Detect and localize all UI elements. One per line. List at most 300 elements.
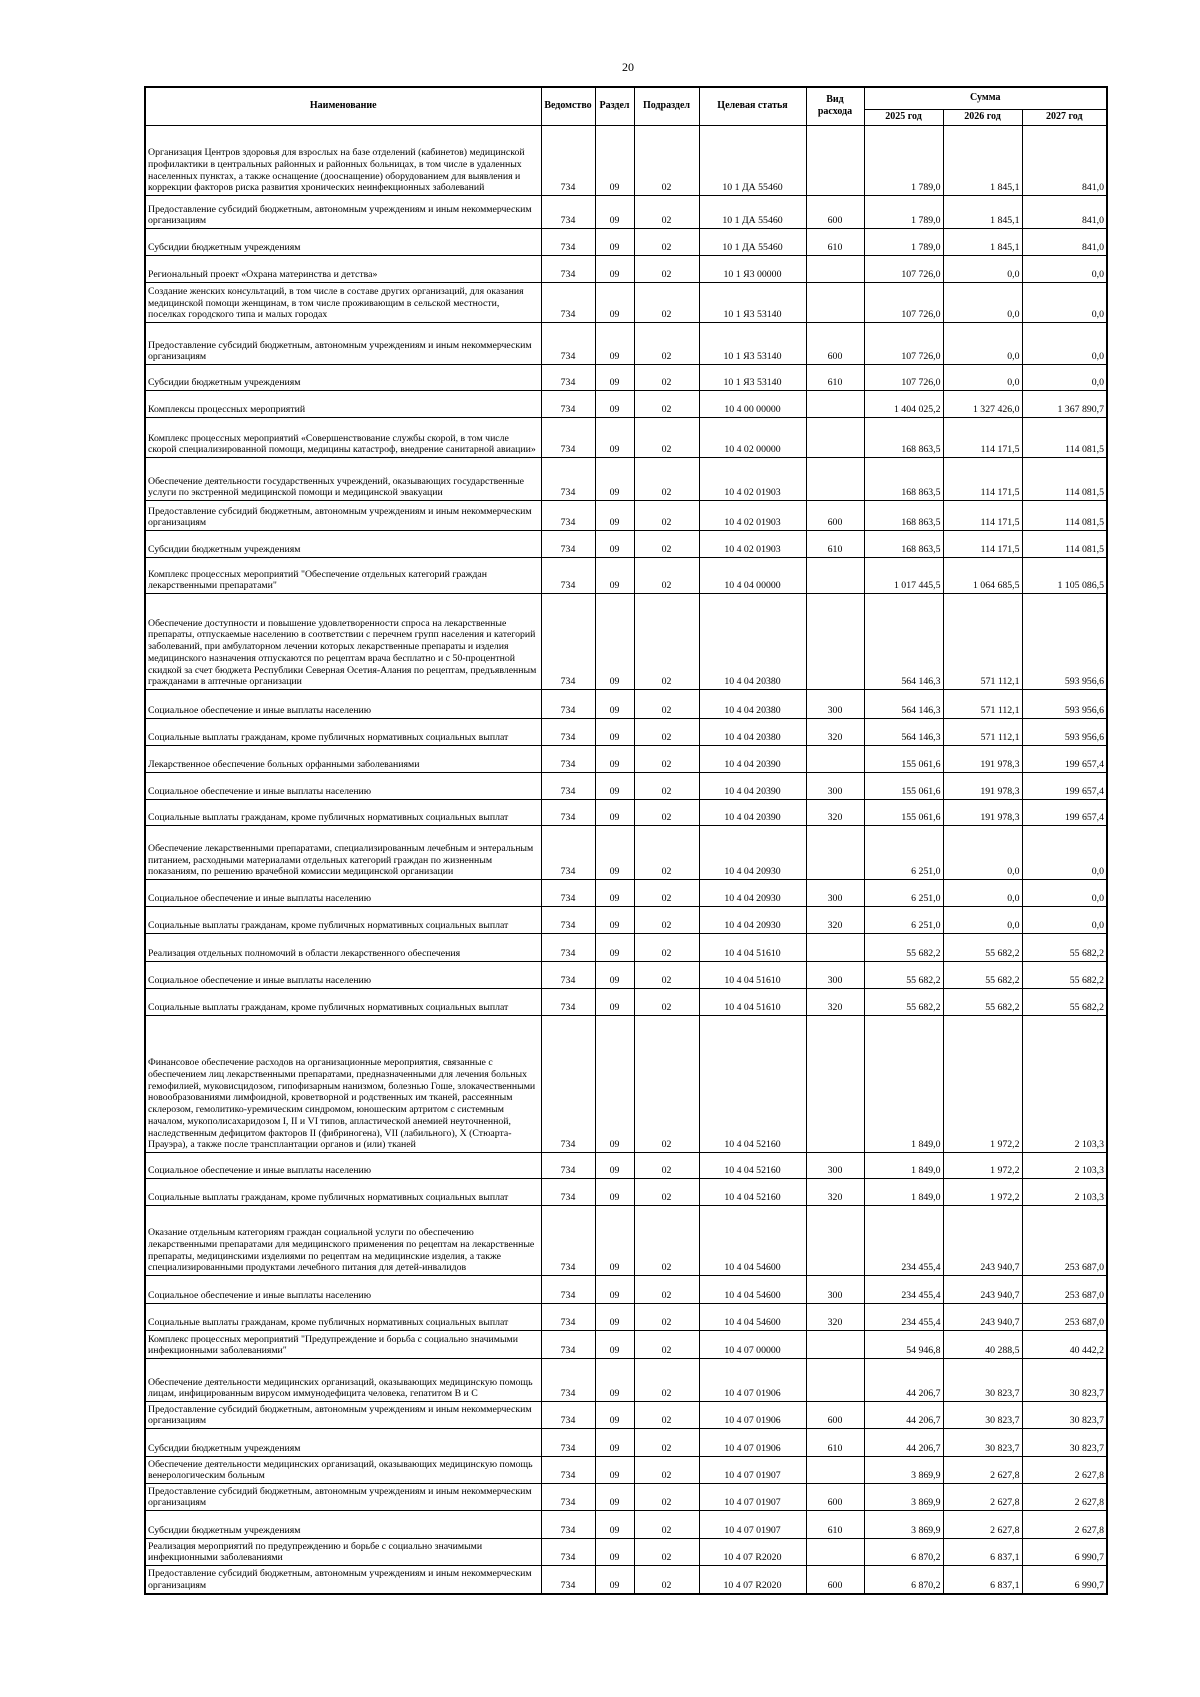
row-sum-2027: 6 990,7 — [1022, 1539, 1107, 1566]
table-row — [145, 458, 1107, 501]
row-name: Региональный проект «Охрана материнства и детства» — [145, 256, 541, 283]
row-sum-2026: 114 171,5 — [943, 458, 1022, 501]
row-name: Социальные выплаты гражданам, кроме публичных нормативных социальных выплат — [145, 907, 541, 934]
row-section: 09 — [595, 1276, 634, 1304]
row-sum-2026: 0,0 — [943, 907, 1022, 934]
row-section: 09 — [595, 1566, 634, 1594]
row-sum-2027: 253 687,0 — [1022, 1206, 1107, 1276]
row-target: 10 4 02 01903 — [699, 501, 806, 531]
row-sum-2025: 6 870,2 — [864, 1539, 943, 1566]
row-target: 10 4 04 54600 — [699, 1276, 806, 1304]
row-name: Комплекс процессных мероприятий «Совершенствование службы скорой, в том числе скорой специализированной помощи, медицины катастроф, внедрение санитарной авиации» — [145, 418, 541, 458]
row-sum-2027: 55 682,2 — [1022, 962, 1107, 989]
row-section: 09 — [595, 1016, 634, 1153]
row-subsection: 02 — [634, 418, 699, 458]
row-dept: 734 — [541, 962, 595, 989]
row-dept: 734 — [541, 934, 595, 962]
row-target: 10 4 04 20930 — [699, 880, 806, 907]
row-sum-2026: 571 112,1 — [943, 690, 1022, 719]
row-name: Социальное обеспечение и иные выплаты населению — [145, 1276, 541, 1304]
row-name: Социальное обеспечение и иные выплаты населению — [145, 880, 541, 907]
row-sum-2026: 243 940,7 — [943, 1304, 1022, 1331]
row-target: 10 1 ДА 55460 — [699, 196, 806, 229]
row-sum-2027: 199 657,4 — [1022, 773, 1107, 800]
row-subsection: 02 — [634, 1429, 699, 1457]
row-subsection: 02 — [634, 1457, 699, 1484]
row-sum-2026: 30 823,7 — [943, 1402, 1022, 1429]
row-target: 10 1 Я3 53140 — [699, 283, 806, 323]
table-row — [145, 418, 1107, 458]
row-sum-2027: 114 081,5 — [1022, 531, 1107, 558]
table-row — [145, 826, 1107, 880]
row-subsection: 02 — [634, 1276, 699, 1304]
budget-table — [144, 86, 1108, 1595]
row-sum-2025: 1 404 025,2 — [864, 391, 943, 418]
row-name: Обеспечение деятельности государственных учреждений, оказывающих государственные услуги по экстренной медицинской помощи и медицинской эвакуации — [145, 458, 541, 501]
table-row — [145, 690, 1107, 719]
row-exp-type: 610 — [806, 229, 864, 256]
row-subsection: 02 — [634, 1402, 699, 1429]
row-sum-2027: 30 823,7 — [1022, 1359, 1107, 1402]
row-dept: 734 — [541, 256, 595, 283]
table-row — [145, 1276, 1107, 1304]
page-number: 20 — [622, 60, 634, 74]
row-sum-2026: 2 627,8 — [943, 1511, 1022, 1539]
row-subsection: 02 — [634, 880, 699, 907]
row-section: 09 — [595, 229, 634, 256]
row-target: 10 4 04 00000 — [699, 558, 806, 594]
row-sum-2027: 1 105 086,5 — [1022, 558, 1107, 594]
row-section: 09 — [595, 826, 634, 880]
row-name: Комплексы процессных мероприятий — [145, 391, 541, 418]
row-sum-2027: 0,0 — [1022, 365, 1107, 391]
row-target: 10 4 04 20390 — [699, 773, 806, 800]
row-subsection: 02 — [634, 365, 699, 391]
row-section: 09 — [595, 880, 634, 907]
row-dept: 734 — [541, 594, 595, 690]
row-dept: 734 — [541, 1484, 595, 1511]
row-sum-2026: 0,0 — [943, 256, 1022, 283]
row-sum-2026: 40 288,5 — [943, 1331, 1022, 1359]
row-dept: 734 — [541, 418, 595, 458]
row-section: 09 — [595, 1511, 634, 1539]
row-name: Обеспечение лекарственными препаратами, специализированным лечебным и энтеральным питанием, расходными материалами отдельных категорий граждан по жизненным показаниям, по решению врачебной комиссии медицинской организации — [145, 826, 541, 880]
row-sum-2026: 55 682,2 — [943, 989, 1022, 1016]
row-name: Социальное обеспечение и иные выплаты населению — [145, 962, 541, 989]
row-target: 10 4 00 00000 — [699, 391, 806, 418]
row-section: 09 — [595, 323, 634, 365]
row-sum-2025: 1 849,0 — [864, 1016, 943, 1153]
row-sum-2026: 55 682,2 — [943, 962, 1022, 989]
table-row — [145, 907, 1107, 934]
row-exp-type — [806, 1457, 864, 1484]
row-dept: 734 — [541, 283, 595, 323]
header-name: Наименование — [145, 87, 541, 126]
row-sum-2026: 6 837,1 — [943, 1566, 1022, 1594]
row-sum-2027: 55 682,2 — [1022, 989, 1107, 1016]
table-row — [145, 1566, 1107, 1594]
row-target: 10 4 04 54600 — [699, 1304, 806, 1331]
row-name: Реализация мероприятий по предупреждению и борьбе с социально значимыми инфекционными заболеваниями — [145, 1539, 541, 1566]
table-row — [145, 391, 1107, 418]
row-sum-2026: 191 978,3 — [943, 800, 1022, 826]
row-sum-2025: 3 869,9 — [864, 1484, 943, 1511]
table-row — [145, 283, 1107, 323]
row-name: Создание женских консультаций, в том числе в составе других организаций, для оказания медицинской помощи женщинам, в том числе проживающим в сельской местности, поселках городского типа и малых городах — [145, 283, 541, 323]
row-subsection: 02 — [634, 594, 699, 690]
row-sum-2027: 2 627,8 — [1022, 1511, 1107, 1539]
row-sum-2025: 1 789,0 — [864, 196, 943, 229]
row-sum-2027: 253 687,0 — [1022, 1304, 1107, 1331]
table-row — [145, 1331, 1107, 1359]
table-row — [145, 1304, 1107, 1331]
row-target: 10 4 04 20380 — [699, 690, 806, 719]
row-section: 09 — [595, 773, 634, 800]
row-dept: 734 — [541, 391, 595, 418]
row-sum-2025: 55 682,2 — [864, 989, 943, 1016]
row-name: Обеспечение деятельности медицинских организаций, оказывающих медицинскую помощь лицам, инфицированным вирусом иммунодефицита человека, гепатитом В и С — [145, 1359, 541, 1402]
table-row — [145, 1016, 1107, 1153]
row-sum-2025: 234 455,4 — [864, 1304, 943, 1331]
row-subsection: 02 — [634, 962, 699, 989]
row-subsection: 02 — [634, 1484, 699, 1511]
row-dept: 734 — [541, 126, 595, 196]
row-subsection: 02 — [634, 126, 699, 196]
row-exp-type: 610 — [806, 531, 864, 558]
row-exp-type — [806, 594, 864, 690]
row-exp-type: 610 — [806, 365, 864, 391]
row-subsection: 02 — [634, 283, 699, 323]
row-subsection: 02 — [634, 1331, 699, 1359]
row-section: 09 — [595, 800, 634, 826]
row-section: 09 — [595, 962, 634, 989]
row-section: 09 — [595, 1457, 634, 1484]
row-sum-2025: 6 870,2 — [864, 1566, 943, 1594]
table-row — [145, 531, 1107, 558]
row-dept: 734 — [541, 1331, 595, 1359]
row-sum-2027: 30 823,7 — [1022, 1429, 1107, 1457]
row-sum-2025: 55 682,2 — [864, 934, 943, 962]
row-sum-2027: 1 367 890,7 — [1022, 391, 1107, 418]
row-sum-2025: 107 726,0 — [864, 323, 943, 365]
row-subsection: 02 — [634, 256, 699, 283]
row-sum-2027: 593 956,6 — [1022, 594, 1107, 690]
table-row — [145, 256, 1107, 283]
row-section: 09 — [595, 1304, 634, 1331]
row-exp-type: 610 — [806, 1511, 864, 1539]
row-name: Социальные выплаты гражданам, кроме публичных нормативных социальных выплат — [145, 800, 541, 826]
table-row — [145, 1179, 1107, 1206]
row-sum-2026: 243 940,7 — [943, 1206, 1022, 1276]
row-exp-type — [806, 826, 864, 880]
row-sum-2025: 107 726,0 — [864, 365, 943, 391]
row-dept: 734 — [541, 1566, 595, 1594]
table-row — [145, 989, 1107, 1016]
table-row — [145, 323, 1107, 365]
row-subsection: 02 — [634, 501, 699, 531]
row-sum-2026: 1 972,2 — [943, 1153, 1022, 1179]
row-sum-2025: 168 863,5 — [864, 531, 943, 558]
row-target: 10 4 04 52160 — [699, 1016, 806, 1153]
row-sum-2027: 0,0 — [1022, 907, 1107, 934]
row-target: 10 4 04 20380 — [699, 719, 806, 746]
row-sum-2026: 1 972,2 — [943, 1016, 1022, 1153]
table-row — [145, 1429, 1107, 1457]
row-dept: 734 — [541, 1304, 595, 1331]
row-section: 09 — [595, 283, 634, 323]
row-name: Финансовое обеспечение расходов на организационные мероприятия, связанные с обеспечением лиц лекарственными препаратами, предназначенными для лечения больных гемофилией, муковисцидозом, гипофизарным нанизмом, болезнью Гоше, злокачественными новообразованиями лимфоидной, кроветворной и родственных им тканей, рассеянным склерозом, гемолитико-уремическим синдромом, юношеским артритом с системным началом, мукополисахаридозом I, II и VI типов, апластической анемией неуточненной, наследственным дефицитом факторов II (фибриногена), VII (лабильного), X (Стюарта-Прауэра), а также после трансплантации органов и (или) тканей — [145, 1016, 541, 1153]
row-subsection: 02 — [634, 458, 699, 501]
row-sum-2027: 114 081,5 — [1022, 418, 1107, 458]
row-exp-type: 300 — [806, 690, 864, 719]
row-sum-2025: 1 789,0 — [864, 126, 943, 196]
header-dept: Ведомство — [541, 87, 595, 126]
row-exp-type — [806, 458, 864, 501]
header-2026: 2026 год — [943, 110, 1022, 126]
table-row — [145, 1484, 1107, 1511]
row-sum-2026: 0,0 — [943, 323, 1022, 365]
header-sum: Сумма — [864, 87, 1107, 110]
row-sum-2026: 6 837,1 — [943, 1539, 1022, 1566]
row-sum-2027: 593 956,6 — [1022, 719, 1107, 746]
table-row — [145, 962, 1107, 989]
row-section: 09 — [595, 934, 634, 962]
row-section: 09 — [595, 126, 634, 196]
row-subsection: 02 — [634, 989, 699, 1016]
row-sum-2025: 54 946,8 — [864, 1331, 943, 1359]
row-exp-type — [806, 256, 864, 283]
row-sum-2025: 155 061,6 — [864, 773, 943, 800]
row-sum-2025: 6 251,0 — [864, 880, 943, 907]
row-exp-type: 300 — [806, 962, 864, 989]
row-exp-type: 600 — [806, 196, 864, 229]
row-exp-type — [806, 746, 864, 773]
row-subsection: 02 — [634, 229, 699, 256]
row-exp-type: 300 — [806, 880, 864, 907]
row-section: 09 — [595, 558, 634, 594]
row-target: 10 1 ДА 55460 — [699, 229, 806, 256]
table-row — [145, 1359, 1107, 1402]
row-name: Реализация отдельных полномочий в области лекарственного обеспечения — [145, 934, 541, 962]
row-target: 10 4 07 01907 — [699, 1457, 806, 1484]
row-name: Социальные выплаты гражданам, кроме публичных нормативных социальных выплат — [145, 1179, 541, 1206]
table-row — [145, 365, 1107, 391]
row-subsection: 02 — [634, 531, 699, 558]
row-dept: 734 — [541, 1511, 595, 1539]
row-dept: 734 — [541, 531, 595, 558]
row-subsection: 02 — [634, 934, 699, 962]
row-subsection: 02 — [634, 1179, 699, 1206]
row-exp-type — [806, 126, 864, 196]
row-exp-type — [806, 1206, 864, 1276]
row-section: 09 — [595, 1484, 634, 1511]
row-sum-2027: 2 627,8 — [1022, 1484, 1107, 1511]
header-subsection: Подраздел — [634, 87, 699, 126]
row-dept: 734 — [541, 558, 595, 594]
table-row — [145, 594, 1107, 690]
row-section: 09 — [595, 256, 634, 283]
row-name: Обеспечение деятельности медицинских организаций, оказывающих медицинскую помощь венерологическим больным — [145, 1457, 541, 1484]
row-exp-type — [806, 1331, 864, 1359]
row-section: 09 — [595, 1179, 634, 1206]
row-sum-2026: 1 845,1 — [943, 126, 1022, 196]
row-name: Субсидии бюджетным учреждениям — [145, 229, 541, 256]
row-name: Социальные выплаты гражданам, кроме публичных нормативных социальных выплат — [145, 719, 541, 746]
row-target: 10 4 04 20390 — [699, 800, 806, 826]
row-name: Социальное обеспечение и иные выплаты населению — [145, 773, 541, 800]
row-target: 10 1 Я3 00000 — [699, 256, 806, 283]
row-sum-2027: 40 442,2 — [1022, 1331, 1107, 1359]
row-sum-2025: 44 206,7 — [864, 1402, 943, 1429]
row-dept: 734 — [541, 826, 595, 880]
row-sum-2026: 114 171,5 — [943, 418, 1022, 458]
row-target: 10 4 04 51610 — [699, 962, 806, 989]
row-exp-type: 600 — [806, 1484, 864, 1511]
row-sum-2027: 0,0 — [1022, 880, 1107, 907]
row-sum-2027: 199 657,4 — [1022, 746, 1107, 773]
row-dept: 734 — [541, 458, 595, 501]
row-sum-2025: 1 017 445,5 — [864, 558, 943, 594]
row-sum-2025: 3 869,9 — [864, 1511, 943, 1539]
row-section: 09 — [595, 1206, 634, 1276]
row-dept: 734 — [541, 1359, 595, 1402]
row-subsection: 02 — [634, 773, 699, 800]
row-target: 10 4 07 01906 — [699, 1359, 806, 1402]
row-exp-type: 300 — [806, 1153, 864, 1179]
row-section: 09 — [595, 365, 634, 391]
row-subsection: 02 — [634, 1016, 699, 1153]
row-sum-2026: 114 171,5 — [943, 531, 1022, 558]
row-name: Предоставление субсидий бюджетным, автономным учреждениям и иным некоммерческим организациям — [145, 1566, 541, 1594]
row-section: 09 — [595, 1359, 634, 1402]
row-target: 10 4 07 01906 — [699, 1402, 806, 1429]
row-exp-type: 600 — [806, 323, 864, 365]
table-row — [145, 773, 1107, 800]
row-target: 10 4 02 01903 — [699, 458, 806, 501]
row-sum-2027: 2 103,3 — [1022, 1179, 1107, 1206]
row-sum-2027: 0,0 — [1022, 323, 1107, 365]
row-sum-2027: 55 682,2 — [1022, 934, 1107, 962]
row-target: 10 1 Я3 53140 — [699, 365, 806, 391]
row-target: 10 4 07 01907 — [699, 1511, 806, 1539]
row-exp-type: 320 — [806, 989, 864, 1016]
row-sum-2025: 564 146,3 — [864, 690, 943, 719]
row-section: 09 — [595, 391, 634, 418]
table-row — [145, 880, 1107, 907]
row-subsection: 02 — [634, 1359, 699, 1402]
table-row — [145, 501, 1107, 531]
row-target: 10 4 07 00000 — [699, 1331, 806, 1359]
row-sum-2027: 199 657,4 — [1022, 800, 1107, 826]
table-row — [145, 558, 1107, 594]
row-name: Предоставление субсидий бюджетным, автономным учреждениям и иным некоммерческим организациям — [145, 196, 541, 229]
row-section: 09 — [595, 594, 634, 690]
row-dept: 734 — [541, 1457, 595, 1484]
header-2027: 2027 год — [1022, 110, 1107, 126]
row-exp-type: 320 — [806, 907, 864, 934]
row-dept: 734 — [541, 1276, 595, 1304]
row-subsection: 02 — [634, 1511, 699, 1539]
row-sum-2026: 571 112,1 — [943, 594, 1022, 690]
row-dept: 734 — [541, 501, 595, 531]
row-subsection: 02 — [634, 391, 699, 418]
table-row — [145, 746, 1107, 773]
row-sum-2025: 564 146,3 — [864, 719, 943, 746]
row-name: Предоставление субсидий бюджетным, автономным учреждениям и иным некоммерческим организациям — [145, 323, 541, 365]
row-sum-2025: 234 455,4 — [864, 1276, 943, 1304]
table-row — [145, 800, 1107, 826]
row-section: 09 — [595, 1402, 634, 1429]
row-dept: 734 — [541, 1539, 595, 1566]
row-sum-2026: 30 823,7 — [943, 1359, 1022, 1402]
row-name: Субсидии бюджетным учреждениям — [145, 1511, 541, 1539]
row-section: 09 — [595, 690, 634, 719]
row-exp-type — [806, 1359, 864, 1402]
row-subsection: 02 — [634, 719, 699, 746]
row-dept: 734 — [541, 1153, 595, 1179]
row-exp-type — [806, 418, 864, 458]
row-name: Социальные выплаты гражданам, кроме публичных нормативных социальных выплат — [145, 1304, 541, 1331]
row-sum-2027: 841,0 — [1022, 126, 1107, 196]
row-dept: 734 — [541, 1429, 595, 1457]
table-row — [145, 719, 1107, 746]
row-target: 10 4 02 01903 — [699, 531, 806, 558]
row-dept: 734 — [541, 773, 595, 800]
row-sum-2026: 114 171,5 — [943, 501, 1022, 531]
row-sum-2026: 55 682,2 — [943, 934, 1022, 962]
row-target: 10 4 04 52160 — [699, 1153, 806, 1179]
row-target: 10 4 07 R2020 — [699, 1539, 806, 1566]
row-section: 09 — [595, 1331, 634, 1359]
row-name: Субсидии бюджетным учреждениям — [145, 365, 541, 391]
row-target: 10 4 04 20380 — [699, 594, 806, 690]
row-sum-2026: 2 627,8 — [943, 1484, 1022, 1511]
row-sum-2025: 55 682,2 — [864, 962, 943, 989]
row-sum-2025: 6 251,0 — [864, 907, 943, 934]
row-exp-type — [806, 391, 864, 418]
row-sum-2027: 2 627,8 — [1022, 1457, 1107, 1484]
row-sum-2027: 0,0 — [1022, 826, 1107, 880]
row-sum-2025: 107 726,0 — [864, 283, 943, 323]
row-dept: 734 — [541, 690, 595, 719]
row-exp-type: 300 — [806, 1276, 864, 1304]
row-exp-type — [806, 1539, 864, 1566]
row-dept: 734 — [541, 800, 595, 826]
row-sum-2025: 6 251,0 — [864, 826, 943, 880]
row-name: Предоставление субсидий бюджетным, автономным учреждениям и иным некоммерческим организациям — [145, 501, 541, 531]
row-section: 09 — [595, 1539, 634, 1566]
row-sum-2026: 1 845,1 — [943, 229, 1022, 256]
row-exp-type — [806, 558, 864, 594]
row-dept: 734 — [541, 196, 595, 229]
row-sum-2026: 571 112,1 — [943, 719, 1022, 746]
row-exp-type: 610 — [806, 1429, 864, 1457]
table-row — [145, 229, 1107, 256]
row-sum-2026: 243 940,7 — [943, 1276, 1022, 1304]
row-section: 09 — [595, 719, 634, 746]
table-row — [145, 1539, 1107, 1566]
row-section: 09 — [595, 531, 634, 558]
row-dept: 734 — [541, 1206, 595, 1276]
row-subsection: 02 — [634, 690, 699, 719]
row-subsection: 02 — [634, 1304, 699, 1331]
row-subsection: 02 — [634, 907, 699, 934]
row-exp-type: 320 — [806, 800, 864, 826]
row-subsection: 02 — [634, 323, 699, 365]
row-name: Обеспечение доступности и повышение удовлетворенности спроса на лекарственные препараты, отпускаемые населению в соответствии с перечнем групп населения и категорий заболеваний, при амбулаторном лечении которых лекарственные препараты и изделия медицинского назначения отпускаются по рецептам врача бесплатно и с 50-процентной скидкой за счет бюджета Республики Северная Осетия-Алания по рецептам, предъявленным гражданами в аптечные организации — [145, 594, 541, 690]
row-target: 10 1 Я3 53140 — [699, 323, 806, 365]
row-target: 10 4 04 51610 — [699, 989, 806, 1016]
